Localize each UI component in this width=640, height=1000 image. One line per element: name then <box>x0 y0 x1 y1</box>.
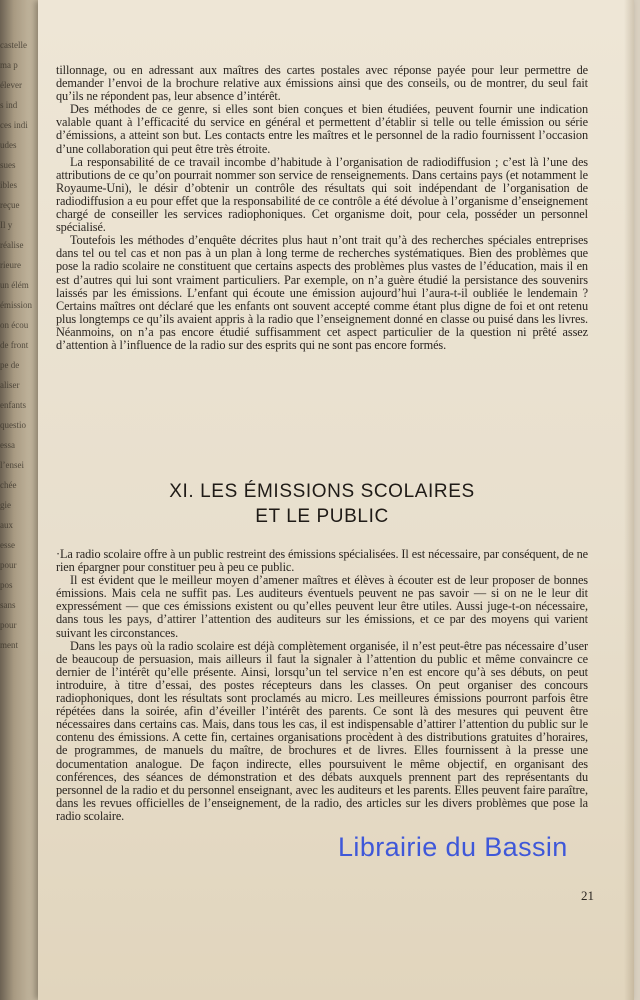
left-page-fragment: s ind <box>0 100 18 110</box>
watermark: Librairie du Bassin <box>338 832 568 862</box>
left-page-fragment: de front <box>0 340 29 350</box>
left-page-fragment: udes <box>0 140 17 150</box>
left-page-fragment: ces indi <box>0 120 28 130</box>
section-heading-line-1: XI. LES ÉMISSIONS SCOLAIRES <box>169 481 475 502</box>
left-page-margin-text <box>0 40 34 980</box>
paragraph: Il est évident que le meilleur moyen d’amener maîtres et élèves à écouter est de leur proposer de bonnes émissions. Mais cela ne suffit pas. Les auditeurs éventuels peuvent ne pas savoir — si on ne le leur dit expressément — que ces émissions existent ou qu’elles peuvent leur être utiles. Aussi juge-t-on nécessaire, dans tous les pays, d’attirer l’attention des auditeurs sur les émissions, et ce par des moyens qui varient suivant les circonstances. <box>56 573 588 640</box>
left-page-fragment: on écou <box>0 320 29 330</box>
left-page-fragment: questio <box>0 420 26 430</box>
left-page-fragment: réalise <box>0 240 24 250</box>
page-edge-shadow <box>624 0 634 1000</box>
left-page-fragment: chée <box>0 480 17 490</box>
book-page <box>38 0 634 1000</box>
left-page-fragment: élever <box>0 80 22 90</box>
left-page-fragment: gie <box>0 500 11 510</box>
top-text-block <box>56 64 588 352</box>
left-page-fragment: pe de <box>0 360 20 370</box>
left-page-fragment: esse <box>0 540 15 550</box>
paragraph: Des méthodes de ce genre, si elles sont bien conçues et bien étudiées, peuvent fournir une indication valable quant à l’efficacité du service en général et permettent d’établir si telle ou telle émission ou série d’émissions, a atteint son but. Les contacts entre les maîtres et le personnel de la radio fournissent l’occasion d’une collaboration qui peut être très étroite. <box>56 102 588 156</box>
left-page-fragment: un élém <box>0 280 29 290</box>
left-page-fragment: ma p <box>0 60 18 70</box>
left-page-fragment: ibles <box>0 180 17 190</box>
left-page-fragment: pos <box>0 580 13 590</box>
paragraph: La responsabilité de ce travail incombe d’habitude à l’organisation de radiodiffusion ; c’est là l’une des attributions de ce qu’on pourrait nommer son service de renseignements. Dans certains pays (et notamment le Royaume-Uni), le désir d’obtenir un contrôle des résultats qui soit indépendant de l’organisation de radiodiffusion a eu pour effet que la responsabilité de ce contrôle a été dévolue à l’organisme d’enseignement chargé de conseiller les services radiophoniques. Cet organisme doit, pour cela, posséder un personnel spécialisé. <box>56 154 588 235</box>
left-page-fragment: rieure <box>0 260 21 270</box>
left-page-fragment: l’ensei <box>0 460 24 470</box>
left-page-fragment: castelle <box>0 40 27 50</box>
left-page-fragment: Il y <box>0 220 13 230</box>
page-number: 21 <box>581 888 594 903</box>
left-page-fragment: essa <box>0 440 15 450</box>
paragraph: Toutefois les méthodes d’enquête décrites plus haut n’ont trait qu’à des recherches spéciales entreprises dans tel ou tel cas et non pas à un plan à long terme de recherches systématiques. Bien des problèmes que pose la radio scolaire ne constituent que certains aspects des problèmes plus vastes de l’éducation, mais il en est d’autres qui lui sont vraiment particuliers. Par exemple, on n’a guère étudié la persistance des souvenirs laissés par les émissions. L’enfant qui écoute une émission aujourd’hui l’aura-t-il oubliée le lendemain ? Certains maîtres ont déclaré que les enfants ont souvent accepté comme étant plus digne de foi et ont retenu plus longtemps ce qu’ils avaient appris à la radio que l’enseignement donné en classe ou puisé dans les livres. Néanmoins, on n’a pas encore étudié suffisamment cet aspect particulier de la question ni prêté assez d’attention à l’influence de la radio sur des esprits qui ne sont pas encore formés. <box>56 233 588 352</box>
section-heading-line-2: ET LE PUBLIC <box>255 506 389 527</box>
paragraph: tillonnage, ou en adressant aux maîtres des cartes postales avec réponse payée pour leur permettre de demander l’envoi de la brochure relative aux émissions ainsi que des conseils, ou de montrer, du seul fait qu’ils ne répondent pas, leur absence d’intérêt. <box>56 63 588 104</box>
left-page-fragment: sans <box>0 600 16 610</box>
left-page-fragment: pour <box>0 560 17 570</box>
left-page-fragment: émission <box>0 300 33 310</box>
left-page-fragment: pour <box>0 620 17 630</box>
left-page-fragment: aliser <box>0 380 20 390</box>
paragraph: Dans les pays où la radio scolaire est déjà complètement organisée, il n’est peut-être pas nécessaire d’user de beaucoup de persuasion, mais ailleurs il faut la signaler à l’attention du public et même convaincre ce dernier de l’intérêt qu’elle présente. Ainsi, lorsqu’un tel service n’en est encore qu’à ses débuts, on peut introduire, à titre d’essai, des postes récepteurs dans les classes. On peut organiser des concours radiophoniques, dont les résultats sont proclamés au micro. Les meilleures émissions pourront parfois être répétées dans la soirée, afin d’éveiller l’intérêt des parents. Ce sont là des mesures qui peuvent être nécessaires dans certains cas. Mais, dans tous les cas, il est indispensable d’attirer l’attention du public sur le contenu des émissions. A cette fin, certaines organisations procèdent à des distributions gratuites d’horaires, de programmes, de manuels du maître, de brochures et de livres. Elles fournissent à la presse une documentation analogue. De façon indirecte, elles poursuivent le même objectif, en organisant des conférences, des séances de démonstration et des débats auxquels prennent part des représentants du personnel de la radio et du personnel enseignant, avec les auditeurs et les parents. Elles peuvent faire paraître, dans les revues officielles de l’enseignement, de la radio, des articles sur les divers problèmes que pose la radio scolaire. <box>56 638 588 823</box>
paragraph: ·La radio scolaire offre à un public restreint des émissions spécialisées. Il est nécessaire, par conséquent, de ne rien épargner pour constituer peu à peu ce public. <box>56 547 588 575</box>
left-page-fragment: ment <box>0 640 18 650</box>
left-page-fragment: reçue <box>0 200 20 210</box>
bottom-text-block <box>56 548 588 823</box>
left-page-fragment: enfants <box>0 400 26 410</box>
left-page-fragment: sues <box>0 160 16 170</box>
left-page-fragment: aux <box>0 520 13 530</box>
